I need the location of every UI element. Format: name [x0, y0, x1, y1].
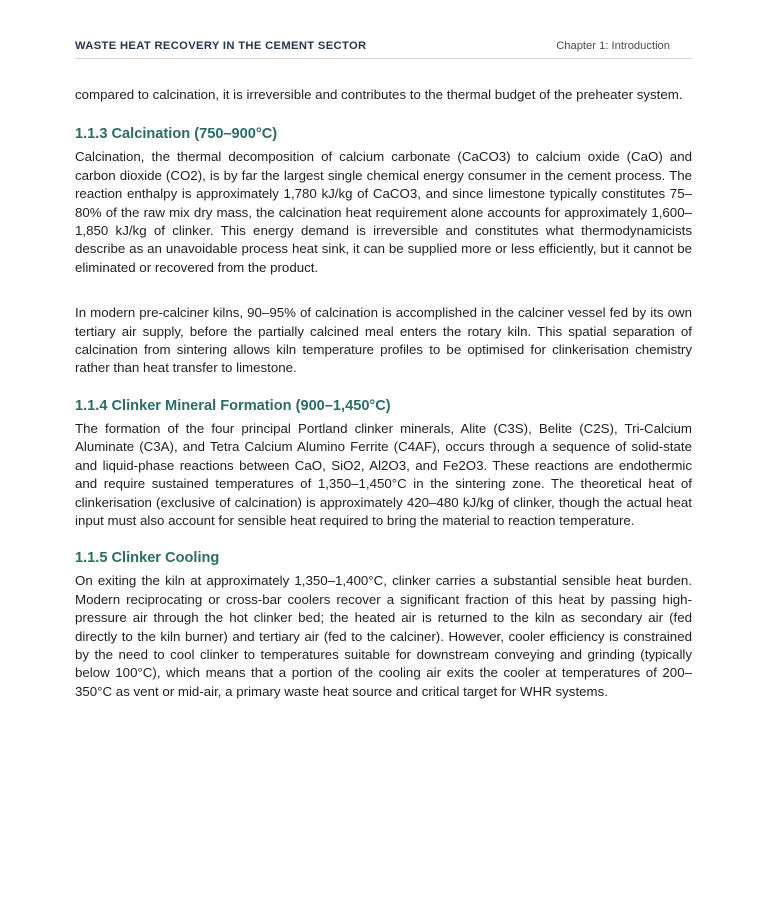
- clinker-formation-paragraph: The formation of the four principal Portland clinker minerals, Alite (C3S), Belite (C2S), Tri-Calcium Aluminate (C3A), and Tetra Calcium Alumino Ferrite (C4AF), occurs through a sequence of solid-state and liquid-phase reactions between CaO, SiO2, Al2O3, and Fe2O3. These reactions are endothermic and require sustained temperatures of 1,350–1,450°C in the sintering zone. The theoretical heat of clinkerisation (exclusive of calcination) is approximately 420–480 kJ/kg of clinker, though the actual heat input must also account for sensible heat required to bring the material to reaction temperature.: [75, 420, 692, 528]
- section-heading-clinker-cooling: 1.1.5 Clinker Cooling: [75, 550, 220, 567]
- calcination-paragraph-1: Calcination, the thermal decomposition of calcium carbonate (CaCO3) to calcium oxide (CaO) and carbon dioxide (CO2), is by far the largest single chemical energy consumer in the cement process. The reaction enthalpy is approximately 1,780 kJ/kg of CaCO3, and since limestone typically constitutes 75–80% of the raw mix dry mass, the calcination heat requirement alone accounts for approximately 1,600–1,850 kJ/kg of clinker. This energy demand is irreversible and constitutes what thermodynamicists describe as an unavoidable process heat sink, it can be supplied more or less efficiently, but it cannot be eliminated or recovered from the product.: [75, 149, 692, 275]
- intro-paragraph: compared to calcination, it is irreversible and contributes to the thermal budget of the preheater system.: [75, 87, 683, 102]
- clinker-cooling-paragraph: On exiting the kiln at approximately 1,350–1,400°C, clinker carries a substantial sensible heat burden. Modern reciprocating or cross-bar coolers recover a significant fraction of this heat by passing high-pressure air through the hot clinker bed; the heated air is returned to the kiln as secondary air (fed directly to the kiln burner) and tertiary air (fed to the calciner). However, cooler efficiency is constrained by the need to cool clinker to temperatures suitable for downstream conveying and grinding (typically below 100°C), which means that a portion of the cooling air exits the cooler at temperatures of 200–350°C as vent or mid-air, a primary waste heat source and critical target for WHR systems.: [75, 573, 692, 699]
- running-header: [75, 38, 692, 59]
- document-body: [75, 86, 692, 701]
- section-heading-calcination: 1.1.3 Calcination (750–900°C): [75, 126, 278, 143]
- running-header-title: WASTE HEAT RECOVERY IN THE CEMENT SECTOR: [75, 40, 367, 52]
- running-header-chapter: Chapter 1: Introduction: [556, 40, 670, 52]
- calcination-paragraph-2: In modern pre-calciner kilns, 90–95% of calcination is accomplished in the calciner vessel fed by its own tertiary air supply, before the partially calcined meal enters the rotary kiln. This spatial separation of calcination from sintering allows kiln temperature profiles to be optimised for clinkerisation chemistry rather than heat transfer to limestone.: [75, 305, 692, 376]
- section-heading-clinker-formation: 1.1.4 Clinker Mineral Formation (900–1,450°C): [75, 397, 391, 414]
